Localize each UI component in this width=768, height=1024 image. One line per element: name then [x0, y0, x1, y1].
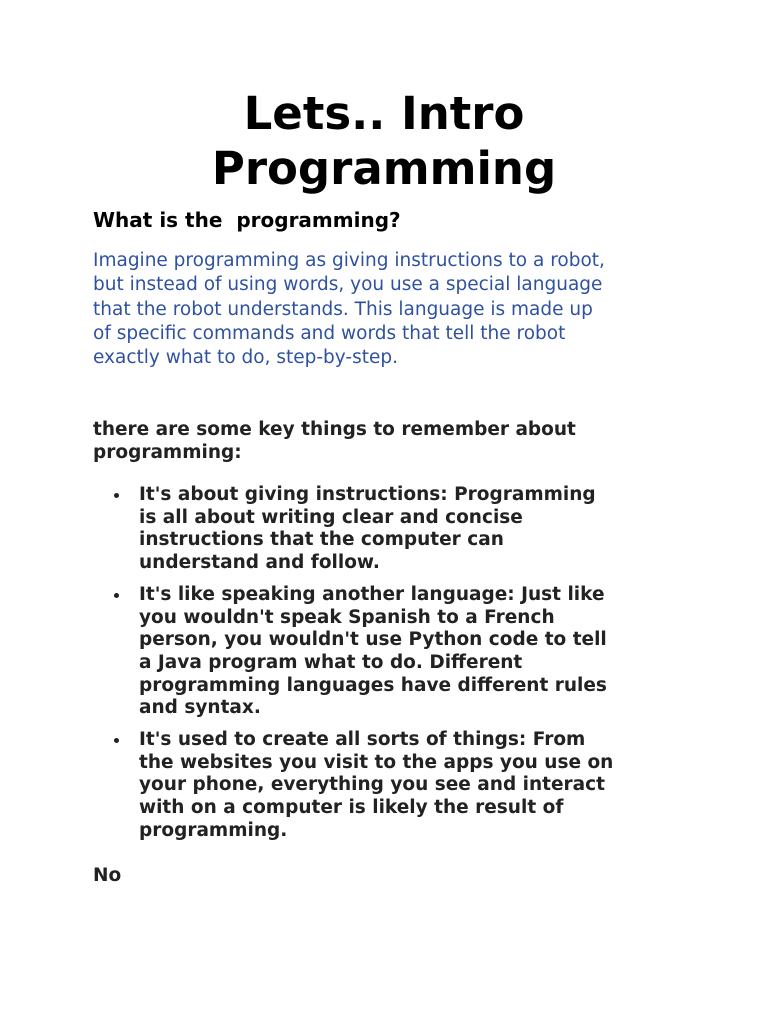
list-item-line: a Java program what to do. Different [139, 651, 523, 673]
key-points-heading [93, 419, 693, 464]
intro-line: that the robot understands. This language is made up [93, 298, 593, 320]
page-title-line: Lets.. Intro [243, 87, 525, 140]
bullet-icon [114, 493, 119, 498]
list-item-line: instructions that the computer can [139, 529, 504, 551]
bullet-icon [114, 593, 119, 598]
list-item-line: person, you wouldn't use Python code to tell [139, 629, 607, 651]
list-item-line: with on a computer is likely the result of [139, 797, 564, 819]
list-item-line: programming languages have different rules [139, 674, 607, 696]
list-item-line: the websites you visit to the apps you use on [139, 751, 614, 773]
list-item [93, 584, 693, 720]
list-item-line: is all about writing clear and concise [139, 506, 523, 528]
page-title-line: Programming [211, 142, 557, 195]
list-item-line: programming. [139, 819, 288, 841]
bullet-icon [114, 738, 119, 743]
key-points-list [93, 484, 693, 852]
intro-line: exactly what to do, step-by-step. [93, 347, 398, 369]
list-item-line: It's used to create all sorts of things: From [139, 729, 586, 751]
list-item-line: and syntax. [139, 697, 261, 719]
list-item-line: It's about giving instructions: Programming [139, 484, 596, 505]
intro-line: but instead of using words, you use a special language [93, 274, 603, 296]
list-item [93, 484, 693, 575]
section-heading: What is the programming? [93, 208, 401, 232]
list-item-line: you wouldn't speak Spanish to a French [139, 606, 555, 628]
list-item-line: your phone, everything you see and interact [139, 774, 605, 796]
list-item-line: It's like speaking another language: Just like [139, 583, 605, 605]
list-item-line: understand and follow. [139, 552, 380, 574]
intro-paragraph [93, 249, 683, 370]
intro-line: Imagine programming as giving instructions to a robot, [93, 250, 605, 271]
closing-text: No [93, 865, 122, 886]
key-points-heading-line: programming: [93, 441, 242, 463]
intro-line: of specific commands and words that tell the robot [93, 322, 566, 344]
key-points-heading-line: there are some key things to remember about [93, 419, 576, 440]
list-item [93, 729, 693, 843]
page-title [0, 86, 768, 196]
